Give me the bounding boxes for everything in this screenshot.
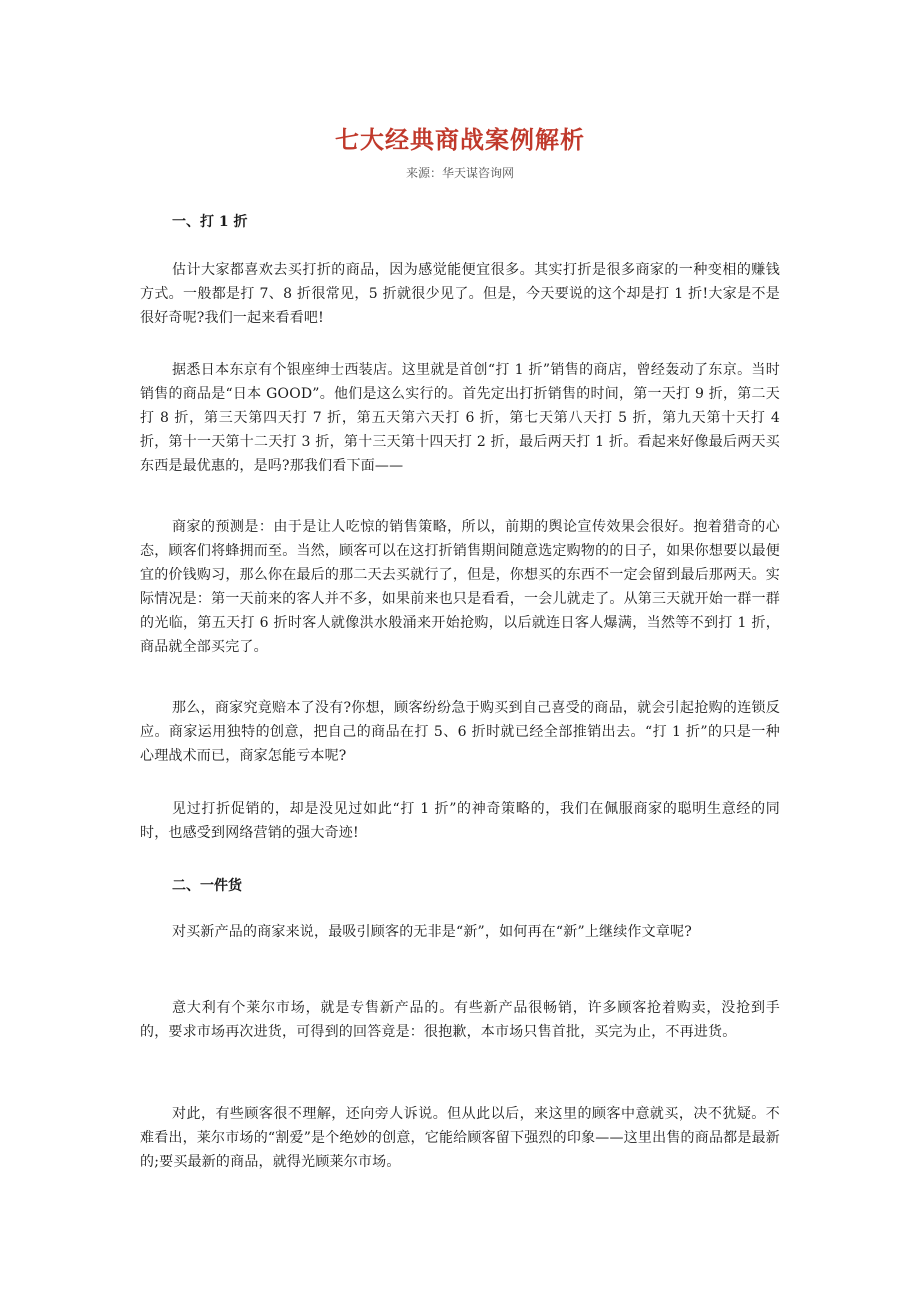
section-heading-1: 一、打 1 折	[172, 214, 248, 230]
paragraph-1-5: 见过打折促销的，却是没见过如此“打 1 折”的神奇策略的，我们在佩服商家的聪明生意经的同时，也感受到网络营销的强大奇迹!	[140, 801, 780, 841]
paragraph-2-2: 意大利有个莱尔市场，就是专售新产品的。有些新产品很畅销，许多顾客抢着购卖，没抢到手的，要求市场再次进货，可得到的回答竟是：很抱歉，本市场只售首批，买完为止，不再进货。	[140, 1000, 780, 1040]
paragraph-1-2: 据悉日本东京有个银座绅士西装店。这里就是首创“打 1 折”销售的商店，曾经轰动了东京。当时销售的商品是“日本 GOOD”。他们是这么实行的。首先定出打折销售的时间，第一天打 9 折，第二天打 8 折，第三天第四天打 7 折，第五天第六天打 6 折，第七天第八天打 5 折，第九天第十天打 4 折，第十一天第十二天打 3 折，第十三天第十四天打 2 折，最后两天打 1 折。看起来好像最后两天买东西是最优惠的，是吗?那我们看下面——	[140, 362, 780, 474]
section-heading-2: 二、一件货	[172, 878, 242, 894]
paragraph-2-3: 对此，有些顾客很不理解，还向旁人诉说。但从此以后，来这里的顾客中意就买，决不犹疑。不难看出，莱尔市场的“割爱”是个绝妙的创意，它能给顾客留下强烈的印象——这里出售的商品都是最新的;要买最新的商品，就得光顾莱尔市场。	[140, 1106, 780, 1170]
paragraph-1-4: 那么，商家究竟赔本了没有?你想，顾客纷纷急于购买到自己喜受的商品，就会引起抢购的连锁反应。商家运用独特的创意，把自己的商品在打 5、6 折时就已经全部推销出去。“打 1 折”的只是一种心理战术而已，商家怎能亏本呢?	[140, 700, 780, 764]
paragraph-2-1: 对买新产品的商家来说，最吸引顾客的无非是“新”，如何再在“新”上继续作文章呢?	[172, 924, 692, 940]
source-line: 来源：华天谋咨询网	[405, 166, 514, 180]
paragraph-1-3: 商家的预测是：由于是让人吃惊的销售策略，所以，前期的舆论宣传效果会很好。抱着猎奇的心态，顾客们将蜂拥而至。当然，顾客可以在这打折销售期间随意选定购物的的日子，如果你想要以最便宜的价钱购习，那么你在最后的那二天去买就行了，但是，你想买的东西不一定会留到最后那两天。实际情况是：第一天前来的客人并不多，如果前来也只是看看，一会儿就走了。从第三天就开始一群一群的光临，第五天打 6 折时客人就像洪水般涌来开始抢购，以后就连日客人爆满，当然等不到打 1 折，商品就全部买完了。	[140, 519, 780, 655]
paragraph-1-1: 估计大家都喜欢去买打折的商品，因为感觉能便宜很多。其实打折是很多商家的一种变相的赚钱方式。一般都是打 7、8 折很常见，5 折就很少见了。但是，今天要说的这个却是打 1 折!大家是不是很好奇呢?我们一起来看看吧!	[140, 262, 780, 326]
page-title: 七大经典商战案例解析	[335, 125, 585, 154]
